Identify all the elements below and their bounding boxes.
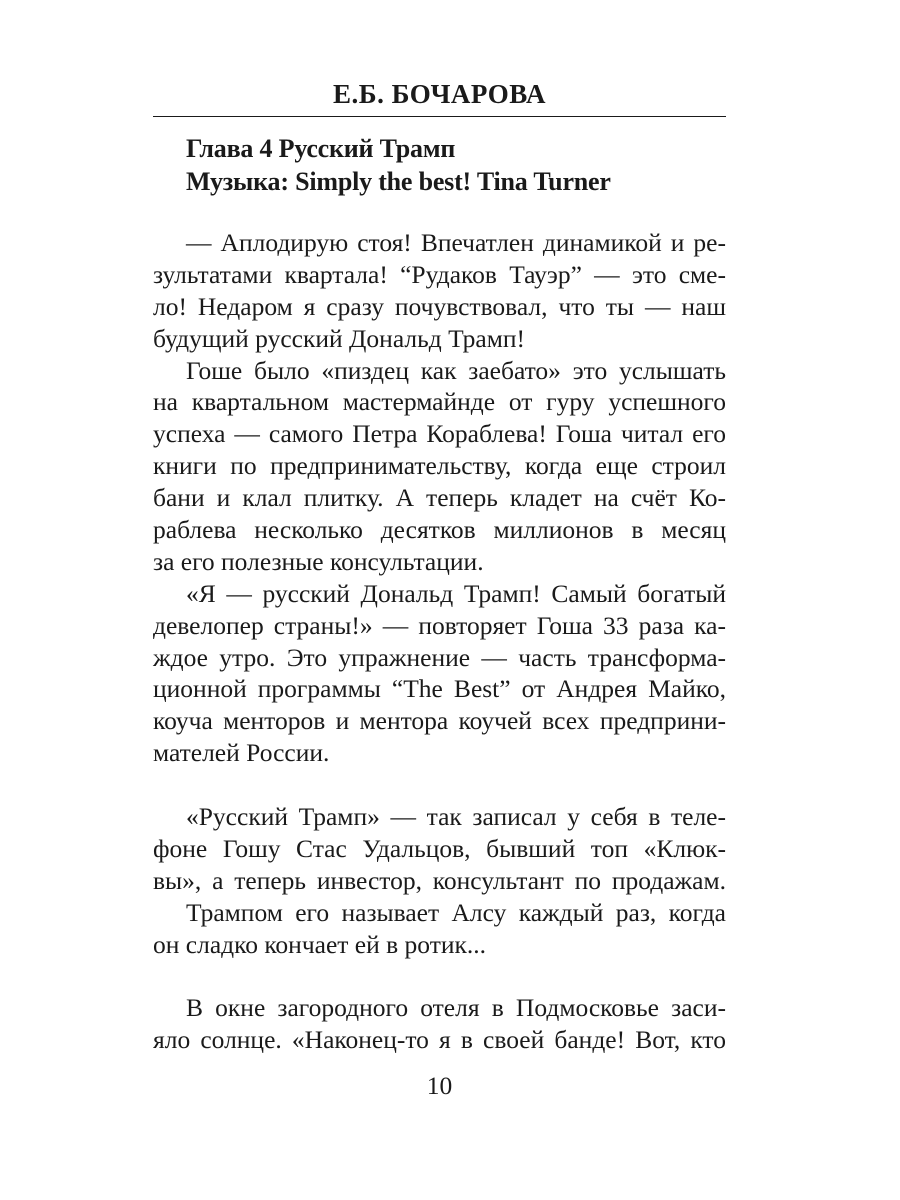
text-line: яло солнце. «Наконец-то я в своей банде! Вот, кто	[153, 1025, 726, 1055]
body-text	[153, 227, 726, 1056]
text-line: девелопер страны!» — повторяет Гоша 33 раза ка-	[153, 610, 726, 640]
text-line: он сладко кончает ей в ротик...	[153, 929, 487, 959]
text-line: мателей России.	[153, 738, 330, 768]
text-line: «Русский Трамп» — так записал у себя в теле-	[186, 802, 726, 832]
text-line: ционной программы “The Best” от Андрея Майко,	[153, 674, 726, 704]
text-line: успеха — самого Петра Кораблева! Гоша читал его	[153, 419, 726, 449]
text-line: книги по предпринимательству, когда еще строил	[153, 451, 726, 481]
text-line: Гоше было «пиздец как заебато» это услышать	[186, 355, 726, 385]
chapter-title: Глава 4 Русский Трамп	[186, 134, 456, 163]
page-number: 10	[426, 1071, 453, 1100]
text-line: В окне загородного отеля в Подмосковье заси-	[186, 993, 726, 1023]
text-line: зультатами квартала! “Рудаков Тауэр” — это сме-	[153, 259, 726, 289]
text-line: будущий русский Дональд Трамп!	[153, 323, 526, 353]
text-line: ло! Недаром я сразу почувствовал, что ты — наш	[153, 291, 726, 321]
chapter-heading	[186, 132, 726, 198]
chapter-music: Музыка: Simply the best! Tina Turner	[186, 167, 611, 196]
text-line: вы», а теперь инвестор, консультант по продажам.	[153, 865, 726, 895]
header-divider	[153, 116, 726, 117]
running-head-author: Е.Б. БОЧАРОВА	[332, 79, 547, 109]
blank-line	[153, 769, 726, 801]
text-line: на квартальном мастермайнде от гуру успешного	[153, 387, 726, 417]
text-line: бани и клал плитку. А теперь кладет на счёт Ко-	[153, 483, 726, 513]
text-line: раблева несколько десятков миллионов в месяц	[153, 515, 726, 545]
text-line: — Аплодирую стоя! Впечатлен динамикой и ре-	[186, 228, 726, 257]
text-line: Трампом его называет Алсу каждый раз, когда	[186, 897, 726, 927]
blank-line	[153, 960, 726, 992]
text-line: ждое утро. Это упражнение — часть трансформа-	[153, 642, 726, 672]
text-line: фоне Гошу Стас Удальцов, бывший топ «Клюк-	[153, 833, 726, 863]
text-line: «Я — русский Дональд Трамп! Самый богатый	[186, 578, 726, 608]
text-line: коуча менторов и ментора коучей всех предприни-	[153, 706, 726, 736]
text-line: за его полезные консультации.	[153, 546, 484, 576]
